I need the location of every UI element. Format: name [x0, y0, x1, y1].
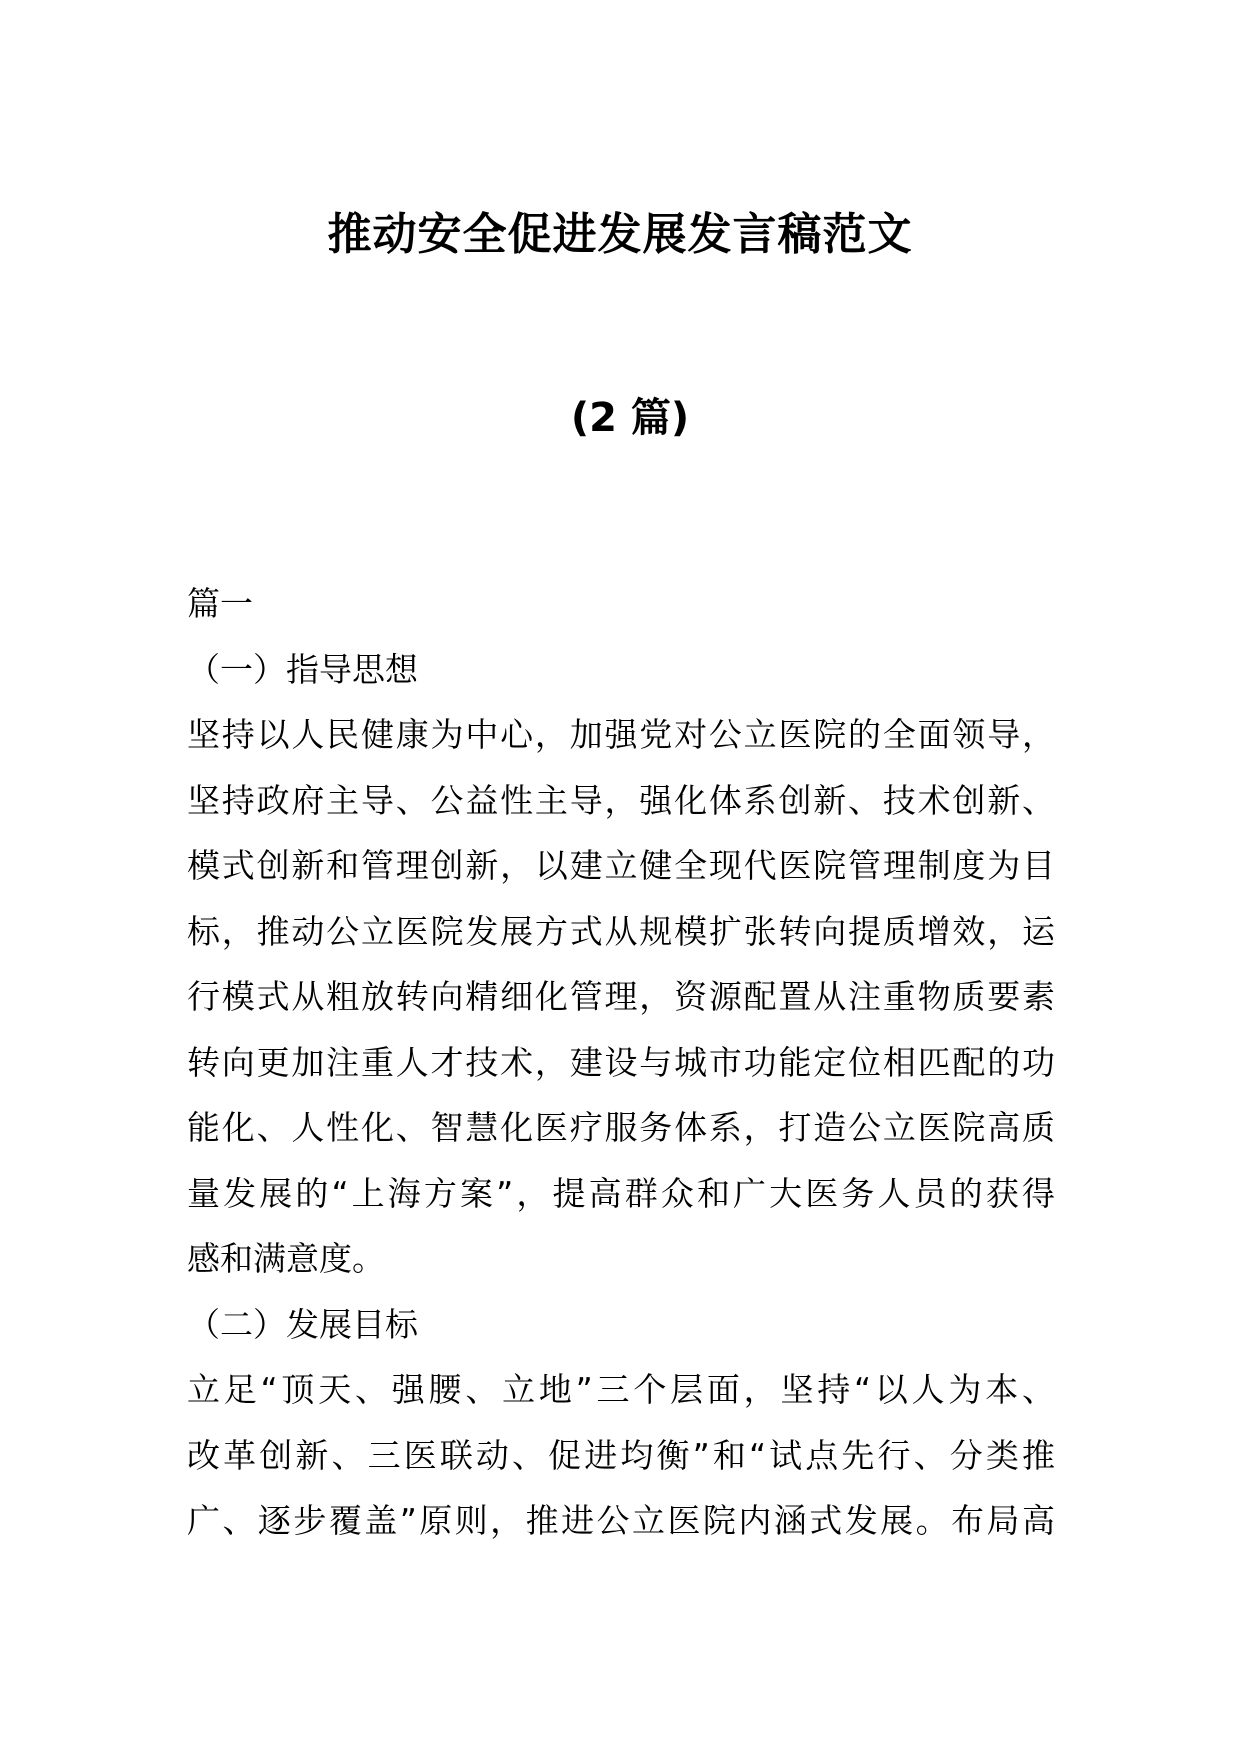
document-body — [187, 571, 1055, 1554]
paragraph-line: 标，推动公立医院发展方式从规模扩张转向提质增效，运 — [187, 911, 1055, 951]
paragraph-line: 模式创新和管理创新，以建立健全现代医院管理制度为目 — [187, 846, 1055, 885]
paragraph-line: 量发展的“上海方案”，提高群众和广大医务人员的获得 — [187, 1173, 1055, 1213]
paragraph-line: 改革创新、三医联动、促进均衡”和“试点先行、分类推 — [187, 1435, 1055, 1475]
paragraph-line: 广、逐步覆盖”原则，推进公立医院内涵式发展。布局高 — [187, 1501, 1055, 1540]
document-subtitle: (2 篇) — [570, 395, 690, 441]
paragraph-line: 坚持政府主导、公益性主导，强化体系创新、技术创新、 — [187, 780, 1055, 820]
paragraph-line: 坚持以人民健康为中心，加强党对公立医院的全面领导， — [187, 715, 1055, 754]
paragraph-line: 能化、人性化、智慧化医疗服务体系，打造公立医院高质 — [187, 1108, 1055, 1147]
paragraph-line: 行模式从粗放转向精细化管理，资源配置从注重物质要素 — [187, 977, 1055, 1016]
document-title: 推动安全促进发展发言稿范文 — [327, 209, 913, 260]
paragraph-line: 感和满意度。 — [187, 1239, 385, 1278]
paragraph-line: 转向更加注重人才技术，建设与城市功能定位相匹配的功 — [187, 1042, 1055, 1082]
subsection-heading: （二）发展目标 — [187, 1304, 418, 1344]
section-heading: 篇一 — [187, 584, 253, 623]
subsection-heading: （一）指导思想 — [187, 649, 418, 689]
paragraph-line: 立足“顶天、强腰、立地”三个层面，坚持“以人为本、 — [187, 1370, 1055, 1409]
